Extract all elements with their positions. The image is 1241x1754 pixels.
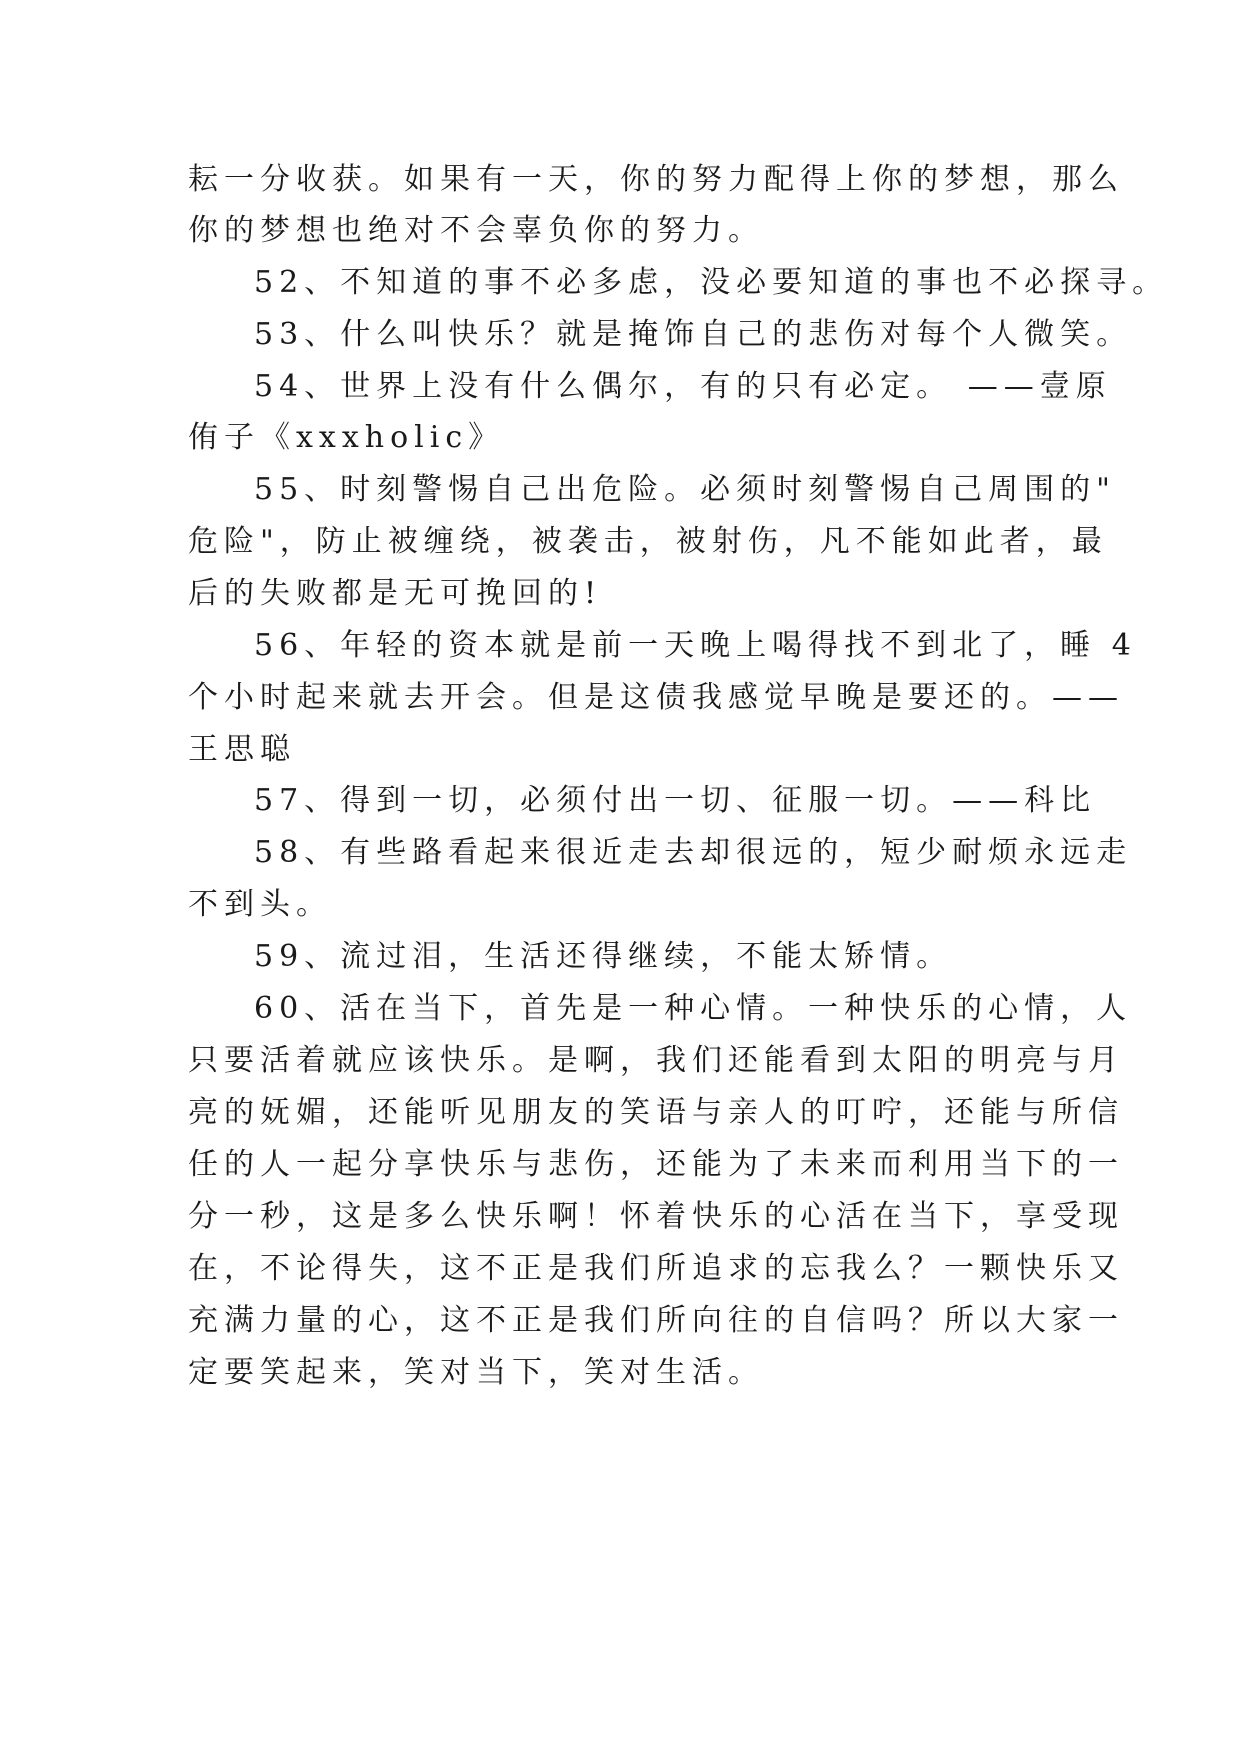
text-line: 你的梦想也绝对不会辜负你的努力。 xyxy=(188,213,764,248)
text-line: 57、得到一切，必须付出一切、征服一切。——科比 xyxy=(254,783,1097,818)
text-line: 任的人一起分享快乐与悲伤，还能为了未来而利用当下的一 xyxy=(188,1147,1124,1182)
text-line: 危险"，防止被缠绕，被袭击，被射伤，凡不能如此者，最 xyxy=(188,524,1108,559)
text-line: 充满力量的心，这不正是我们所向往的自信吗？所以大家一 xyxy=(188,1303,1124,1338)
text-line: 后的失败都是无可挽回的! xyxy=(188,576,603,611)
text-line: 分一秒，这是多么快乐啊！怀着快乐的心活在当下，享受现 xyxy=(188,1199,1124,1234)
text-line: 亮的妩媚，还能听见朋友的笑语与亲人的叮咛，还能与所信 xyxy=(188,1095,1124,1130)
text-line: 不到头。 xyxy=(188,887,332,922)
text-line: 53、什么叫快乐？就是掩饰自己的悲伤对每个人微笑。 xyxy=(254,317,1133,352)
text-line: 王思聪 xyxy=(188,732,296,767)
text-line: 56、年轻的资本就是前一天晚上喝得找不到北了，睡 4 xyxy=(254,628,1137,663)
text-line: 52、不知道的事不必多虑，没必要知道的事也不必探寻。 xyxy=(254,265,1169,300)
text-line: 只要活着就应该快乐。是啊，我们还能看到太阳的明亮与月 xyxy=(188,1043,1124,1078)
text-line: 耘一分收获。如果有一天，你的努力配得上你的梦想，那么 xyxy=(188,162,1124,197)
text-line: 55、时刻警惕自己出危险。必须时刻警惕自己周围的" xyxy=(254,472,1116,507)
text-line: 59、流过泪，生活还得继续，不能太矫情。 xyxy=(254,939,953,974)
text-line: 54、世界上没有什么偶尔，有的只有必定。 ——壹原 xyxy=(254,369,1112,404)
text-line: 侑子《xxxholic》 xyxy=(188,420,505,455)
text-line: 60、活在当下，首先是一种心情。一种快乐的心情，人 xyxy=(254,991,1133,1026)
text-line: 在，不论得失，这不正是我们所追求的忘我么？一颗快乐又 xyxy=(188,1251,1124,1286)
text-line: 个小时起来就去开会。但是这债我感觉早晚是要还的。—— xyxy=(188,680,1124,715)
text-line: 定要笑起来，笑对当下，笑对生活。 xyxy=(188,1355,764,1390)
text-line: 58、有些路看起来很近走去却很远的，短少耐烦永远走 xyxy=(254,835,1133,870)
